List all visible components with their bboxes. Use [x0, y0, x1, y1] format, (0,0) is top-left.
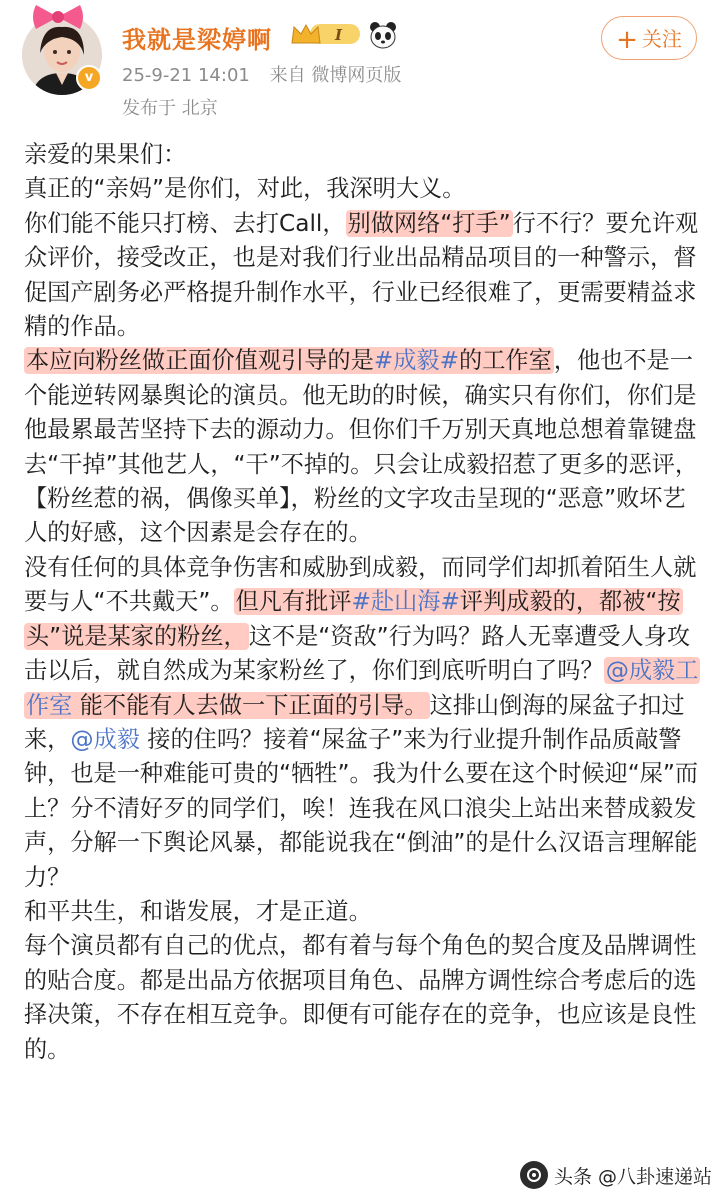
- post-text: 能不能有人去做一下正面的引导。: [72, 691, 428, 719]
- post-header: [0, 0, 720, 130]
- highlighted-text: 别做网络“打手”: [347, 209, 511, 237]
- hashtag-link[interactable]: #赴山海#: [351, 588, 460, 616]
- post-paragraph: [24, 929, 708, 1067]
- post-time: 25-9-21 14:01: [122, 65, 250, 86]
- post-text: ，他也不是一个能逆转网暴舆论的演员。他无助的时候，确实只有你们，你们是他最累最苦坚持下去的源动力。但你们千万别天真地总想着靠键盘去“干掉”其他艺人，“干”不掉的。只会让成毅招惹了更多的恶评，【粉丝惹的祸，偶像买单】，粉丝的文字攻击呈现的“恶意”败坏艺人的好感，这个因素是会存在的。: [24, 347, 699, 547]
- post-text: 亲爱的果果们：: [24, 141, 187, 168]
- author-name[interactable]: 我就是梁婷啊: [122, 26, 272, 54]
- mention-link[interactable]: @成毅: [70, 725, 140, 753]
- post-location: 发布于 北京: [122, 98, 218, 119]
- post-text: 的工作室: [459, 347, 552, 375]
- post-body: [24, 138, 708, 1067]
- post-source: 来自 微博网页版: [269, 65, 402, 86]
- vip-level: Ⅰ: [335, 26, 343, 44]
- post-text: 行不行？要允许观众评价，接受改正，也是对我们行业出品精品项目的一种警示，督促国产剧务必严格提升制作水平，行业已经很难了，更需要精益求精的作品。: [24, 209, 699, 341]
- vip-crown-badge-icon: [290, 21, 362, 47]
- highlighted-text: [24, 347, 554, 374]
- follow-button[interactable]: [601, 16, 697, 60]
- post-text: 真正的“亲妈”是你们，对此，我深明大义。: [24, 175, 466, 203]
- watermark-text: 头条 @八卦速递站: [553, 1165, 712, 1188]
- post-text: 评判成毅的，都被“按头”说是某家的粉丝，: [26, 588, 681, 650]
- plus-icon: +: [616, 25, 638, 55]
- verified-badge: v: [76, 65, 102, 91]
- post-paragraph: [24, 895, 708, 929]
- post-meta: [122, 61, 415, 87]
- post-text: 没有任何的具体竞争伤害和威胁到成毅，而同学们却抓着陌生人就要与人“不共戴天”。: [24, 553, 697, 616]
- mention-link[interactable]: @成毅工作室: [26, 657, 699, 719]
- watermark-logo-icon: [520, 1161, 548, 1189]
- post-text: 你们能不能只打榜、去打Call，: [24, 209, 346, 237]
- post-paragraph: [24, 172, 708, 206]
- post-text: 和平共生，和谐发展，才是正道。: [24, 897, 372, 925]
- follow-button-label: 关注: [641, 27, 682, 51]
- post-paragraph: [24, 344, 708, 550]
- post-paragraph: [24, 138, 708, 172]
- post-text: 但凡有批评: [235, 588, 352, 616]
- hashtag-link[interactable]: #成毅#: [373, 347, 460, 375]
- post-text: 本应向粉丝做正面价值观引导的是: [26, 347, 374, 375]
- watermark: [520, 1159, 712, 1191]
- post-text: 这排山倒海的屎盆子扣过来，: [24, 691, 685, 753]
- post-paragraph: [24, 551, 708, 895]
- panda-icon: [368, 20, 398, 50]
- post-paragraph: [24, 207, 708, 345]
- post-text: 这不是“资敌”行为吗？路人无辜遭受人身攻击以后，就自然成为某家粉丝了，你们到底听明白了吗？: [24, 622, 691, 685]
- bow-decoration-icon: [30, 2, 86, 32]
- post-text: 每个演员都有自己的优点，都有着与每个角色的契合度及品牌调性的贴合度。都是出品方依据项目角色、品牌方调性综合考虑后的选择决策，不存在相互竞争。即便有可能存在的竞争，也应该是良性的。: [24, 932, 697, 1063]
- post-text: 接的住吗？接着“屎盆子”来为行业提升制作品质敲警钟，也是一种难能可贵的“牺牲”。我为什么要在这个时候迎“屎”而上？分不清好歹的同学们，唉！连我在风口浪尖上站出来替成毅发声，分解一下舆论风暴，都能说我在“倒油”的是什么汉语言理解能力？: [24, 725, 699, 891]
